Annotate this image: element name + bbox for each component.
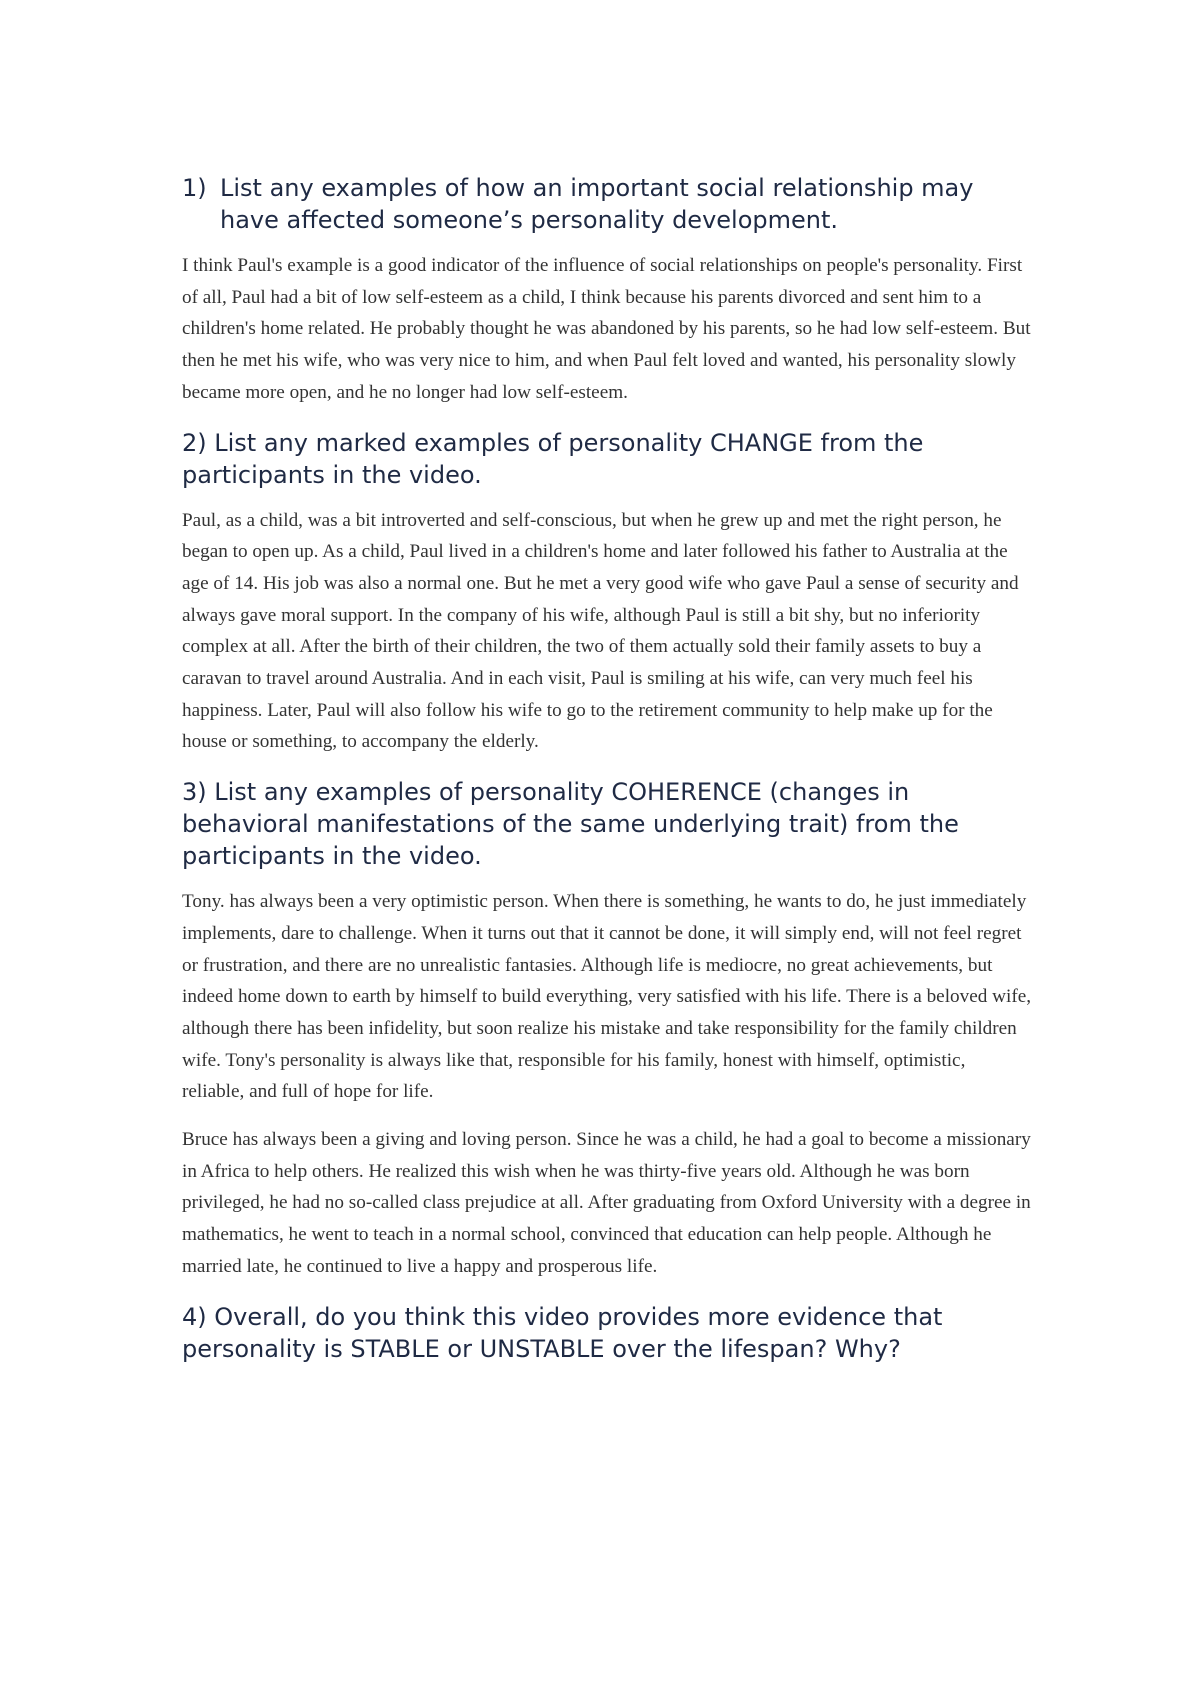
section-3 <box>182 776 1032 1282</box>
document-body <box>182 172 1032 1379</box>
section-3-heading: 3) List any examples of personality COHERENCE (changes in behavioral manifestations of the same underlying trait) from the participants in the video. <box>182 778 959 871</box>
section-1-heading-text: List any examples of how an important social relationship may have affected someone’s personality development. <box>220 174 974 234</box>
section-2-heading: 2) List any marked examples of personality CHANGE from the participants in the video. <box>182 428 924 489</box>
section-3-paragraph-2: Bruce has always been a giving and loving person. Since he was a child, he had a goal to become a missionary in Africa to help others. He realized this wish when he was thirty-five years old. Although he was born privileged, he had no so-called class prejudice at all. After graduating from Oxford University with a degree in mathematics, he went to teach in a normal school, convinced that education can help people. Although he married late, he continued to live a happy and prosperous life. <box>182 1129 1031 1277</box>
section-3-paragraph-1: Tony. has always been a very optimistic person. When there is something, he wants to do, he just immediately implements, dare to challenge. When it turns out that it cannot be done, it will simply end, will not feel regret or frustration, and there are no unrealistic fantasies. Although life is mediocre, no great achievements, but indeed home down to earth by himself to build everything, very satisfied with his life. There is a beloved wife, although there has been infidelity, but soon realize his mistake and take responsibility for the family children wife. Tony's personality is always like that, responsible for his family, honest with himself, optimistic, reliable, and full of hope for life. <box>182 891 1032 1103</box>
section-1-paragraph-1: I think Paul's example is a good indicator of the influence of social relationships on people's personality. First of all, Paul had a bit of low self-esteem as a child, I think because his parents divorced and sent him to a children's home related. He probably thought he was abandoned by his parents, so he had low self-esteem. But then he met his wife, who was very nice to him, and when Paul felt loved and wanted, his personality slowly became more open, and he no longer had low self-esteem. <box>182 255 1031 403</box>
section-4-heading: 4) Overall, do you think this video provides more evidence that personality is STABLE or UNSTABLE over the lifespan? Why? <box>182 1302 943 1363</box>
section-1-heading <box>182 172 1032 236</box>
section-2 <box>182 427 1032 759</box>
section-1-number: 1) <box>182 174 207 202</box>
section-1 <box>182 172 1032 409</box>
section-2-paragraph-1: Paul, as a child, was a bit introverted and self-conscious, but when he grew up and met the right person, he began to open up. As a child, Paul lived in a children's home and later followed his father to Australia at the age of 14. His job was also a normal one. But he met a very good wife who gave Paul a sense of security and always gave moral support. In the company of his wife, although Paul is still a bit shy, but no inferiority complex at all. After the birth of their children, the two of them actually sold their family assets to buy a caravan to travel around Australia. And in each visit, Paul is smiling at his wife, can very much feel his happiness. Later, Paul will also follow his wife to go to the retirement community to help make up for the house or something, to accompany the elderly. <box>182 509 1019 753</box>
section-4 <box>182 1301 1032 1365</box>
